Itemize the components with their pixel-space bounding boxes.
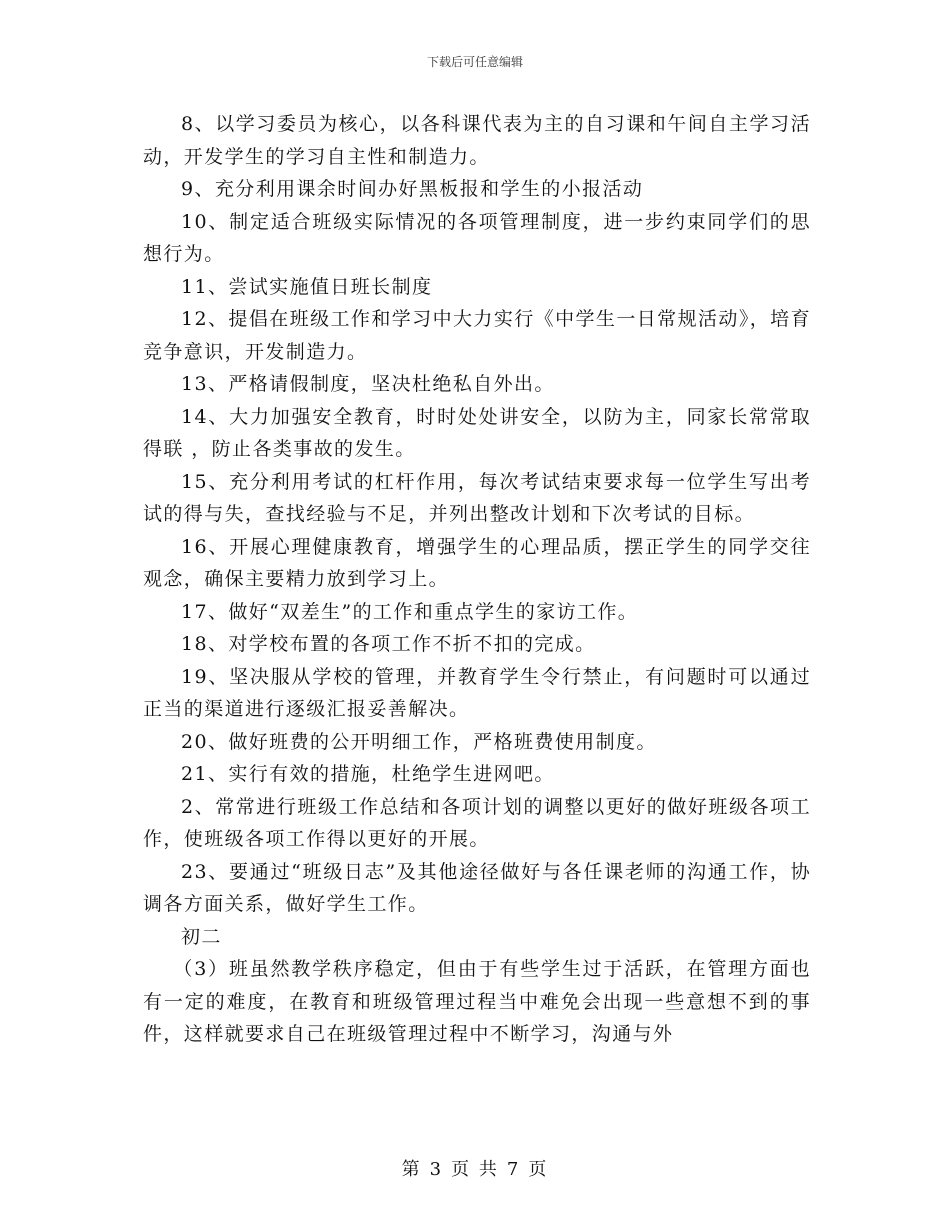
paragraph-item-19: 19、坚决服从学校的管理，并教育学生令行禁止，有问题时可以通过正当的渠道进行逐级汇报妥善解决。 (143, 665, 811, 720)
total-pages-number: 7 (506, 1159, 521, 1180)
footer-prefix: 第 (401, 1159, 422, 1180)
paragraph-item-13: 13、严格请假制度，坚决杜绝私自外出。 (181, 373, 555, 395)
paragraph-item-14: 14、大力加强安全教育，时时处处讲安全，以防为主，同家长常常取得联 ，防止各类事故的发生。 (143, 405, 811, 460)
paragraph-item-16: 16、开展心理健康教育，增强学生的心理品质，摆正学生的同学交往观念，确保主要精力放到学习上。 (143, 535, 811, 590)
paragraph-item-8: 8、以学习委员为核心，以各科课代表为主的自习课和午间自主学习活动，开发学生的学习自主性和制造力。 (143, 113, 811, 168)
paragraph-item-17: 17、做好“双差生”的工作和重点学生的家访工作。 (181, 600, 639, 623)
paragraph-item-20: 20、做好班费的公开明细工作，严格班费使用制度。 (181, 730, 657, 753)
paragraph-item-12: 12、提倡在班级工作和学习中大力实行《中学生一日常规活动》，培育竞争意识，开发制造力。 (143, 308, 811, 363)
current-page-number: 3 (429, 1159, 444, 1180)
page-header: 下载后可任意编辑 (426, 55, 523, 69)
paragraph-item-21: 21、实行有效的措施，杜绝学生进网吧。 (181, 763, 555, 785)
paragraph-item-15: 15、充分利用考试的杠杆作用，每次考试结束要求每一位学生写出考试的得与失，查找经验与不足，并列出整改计划和下次考试的目标。 (143, 470, 811, 525)
paragraph-class-3: （3）班虽然教学秩序稳定，但由于有些学生过于活跃，在管理方面也有一定的难度，在教育和班级管理过程当中难免会出现一些意想不到的事件，这样就要求自己在班级管理过程中不断学习，沟通与外 (143, 958, 811, 1045)
paragraph-item-22: 2、常常进行班级工作总结和各项计划的调整以更好的做好班级各项工作，使班级各项工作得以更好的开展。 (143, 795, 811, 850)
paragraph-item-11: 11、尝试实施值日班长制度 (181, 275, 433, 298)
page-footer (0, 1155, 950, 1181)
paragraph-item-23: 23、要通过“班级日志”及其他途径做好与各任课老师的沟通工作，协调各方面关系，做好学生工作。 (143, 860, 811, 915)
document-body (143, 108, 811, 1051)
footer-suffix: 页 (528, 1159, 549, 1180)
paragraph-item-10: 10、制定适合班级实际情况的各项管理制度，进一步约束同学们的思想行为。 (143, 210, 811, 265)
footer-middle: 页 共 (451, 1159, 499, 1180)
section-heading-grade-two: 初二 (181, 925, 222, 948)
paragraph-item-18: 18、对学校布置的各项工作不折不扣的完成。 (181, 633, 596, 655)
paragraph-item-9: 9、充分利用课余时间办好黑板报和学生的小报活动 (181, 178, 644, 200)
